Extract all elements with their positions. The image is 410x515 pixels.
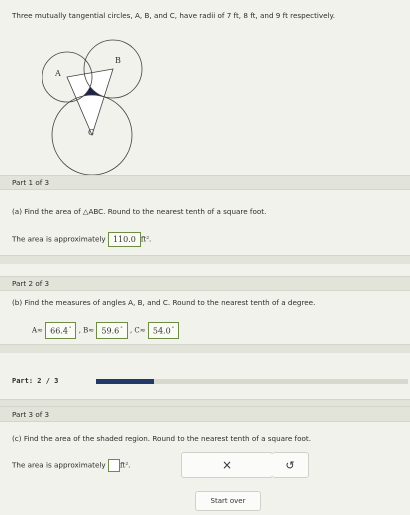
part3-answer-line <box>12 459 130 472</box>
part3-question: (c) Find the area of the shaded region. Round to the nearest tenth of a square foot. <box>12 434 311 443</box>
part3-answer-field[interactable] <box>108 459 120 472</box>
clear-button[interactable] <box>181 452 273 478</box>
part2-answer-line <box>32 322 179 339</box>
progress-label: Part: 2 / 3 <box>12 377 59 385</box>
part2-separator <box>0 344 410 353</box>
close-icon: × <box>221 458 233 472</box>
label-c: C <box>88 128 95 137</box>
part3-header-band <box>0 406 410 422</box>
start-over-button[interactable] <box>195 491 261 511</box>
angle-a-field[interactable]: 66.4° <box>45 322 76 339</box>
circles-figure <box>42 30 152 182</box>
part2-header-band <box>0 276 410 291</box>
part3-header: Part 3 of 3 <box>12 410 50 419</box>
part1-header-band <box>0 175 410 190</box>
progress-bar <box>96 379 408 384</box>
part2-question: (b) Find the measures of angles A, B, and C. Round to the nearest tenth of a degree. <box>12 298 316 307</box>
part3-answer-prefix: The area is approximately <box>12 460 106 470</box>
part1-answer-field[interactable]: 110.0 <box>108 232 141 247</box>
part2-header: Part 2 of 3 <box>12 279 50 288</box>
angle-c-field[interactable]: 54.0° <box>148 322 179 339</box>
part3-answer-unit: ft². <box>119 461 131 470</box>
part1-answer-unit: ft². <box>140 235 152 244</box>
label-a: A <box>55 69 61 78</box>
undo-icon: ↺ <box>285 458 295 472</box>
label-b: B <box>115 56 121 65</box>
angle-b-field[interactable]: 59.6° <box>96 322 127 339</box>
part1-separator <box>0 255 410 264</box>
problem-statement: Three mutually tangential circles, A, B, and C, have radii of 7 ft, 8 ft, and 9 ft respectively. <box>12 11 336 20</box>
undo-button[interactable] <box>272 452 309 478</box>
angle-a-label: A≈ <box>32 326 43 335</box>
part1-answer-line <box>12 232 151 247</box>
part1-question: (a) Find the area of △ABC. Round to the nearest tenth of a square foot. <box>12 207 267 216</box>
part1-answer-prefix: The area is approximately <box>12 234 106 244</box>
progress-fill <box>96 379 154 384</box>
start-over-label: Start over <box>210 497 246 505</box>
angle-c-label: , C≈ <box>129 326 146 335</box>
angle-b-label: , B≈ <box>78 326 95 335</box>
part1-header: Part 1 of 3 <box>12 178 50 187</box>
